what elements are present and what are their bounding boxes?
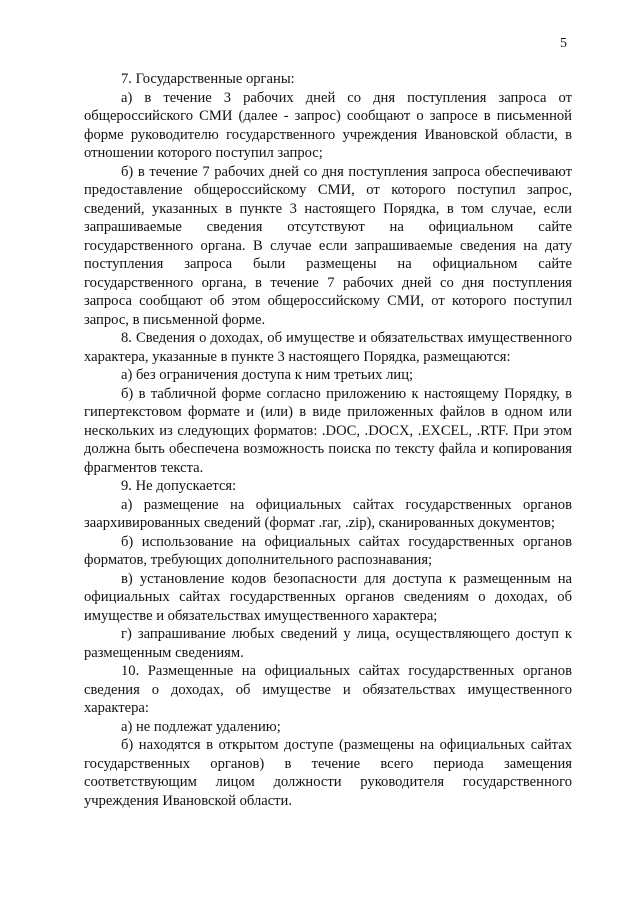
item-7-heading: 7. Государственные органы: (121, 71, 295, 87)
item-8-a: а) без ограничения доступа к ним третьих лиц; (121, 367, 414, 383)
item-10-heading: 10. Размещенные на официальных сайтах государственных органов сведения о доходах, об имуществе и обязательствах имущественного характера: (84, 663, 572, 716)
item-8-heading: 8. Сведения о доходах, об имуществе и обязательствах имущественного характера, указанные в пункте 3 настоящего Порядка, размещаются: (84, 330, 572, 365)
item-10-b: б) находятся в открытом доступе (размещены на официальных сайтах государственных органов) в течение всего периода замещения соответствующим лицом должности руководителя государственного учреждения Ивановской области. (84, 737, 572, 809)
item-9-v: в) установление кодов безопасности для доступа к размещенным на официальных сайтах государственных органов сведениям о доходах, об имуществе и обязательствах имущественного характера; (84, 570, 572, 624)
item-9-heading: 9. Не допускается: (121, 478, 237, 494)
item-7-b: б) в течение 7 рабочих дней со дня поступления запроса обеспечивают предоставление общероссийскому СМИ, от которого поступил запрос, сведений, указанных в пункте 3 настоящего Порядка, в том случае, если запрашиваемые сведения отсутствуют на официальном сайте государственного органа. В случае если запрашиваемые сведения на дату поступления запроса были размещены на официальном сайте государственного органа, в течение 7 рабочих дней со дня поступления запроса сообщают об этом общероссийскому СМИ, от которого поступил запрос, в письменной форме. (84, 163, 572, 328)
item-9-b: б) использование на официальных сайтах государственных органов форматов, требующих дополнительного распознавания; (84, 533, 572, 568)
page-number: 5 (560, 36, 567, 51)
item-10-a: а) не подлежат удалению; (121, 718, 281, 735)
item-7-a: а) в течение 3 рабочих дней со дня поступления запроса от общероссийского СМИ (далее - запрос) сообщают о запросе в письменной форме руководителю государственного учреждения Ивановской области, в отношении которого поступил запрос; (84, 89, 572, 161)
document-body (84, 70, 572, 810)
item-8-b: б) в табличной форме согласно приложению к настоящему Порядку, в гипертекстовом формате и (или) в виде приложенных файлов в одном или нескольких из следующих форматов: .DOC, .DOCX, .EXCEL, .RTF. При этом должна быть обеспечена возможность поиска по тексту файла и копирования фрагментов текста. (84, 385, 572, 476)
item-9-g: г) запрашивание любых сведений у лица, осуществляющего доступ к размещенным сведениям. (84, 626, 572, 661)
item-9-a: а) размещение на официальных сайтах государственных органов заархивированных сведений (формат .rar, .zip), сканированных документов; (84, 496, 572, 531)
